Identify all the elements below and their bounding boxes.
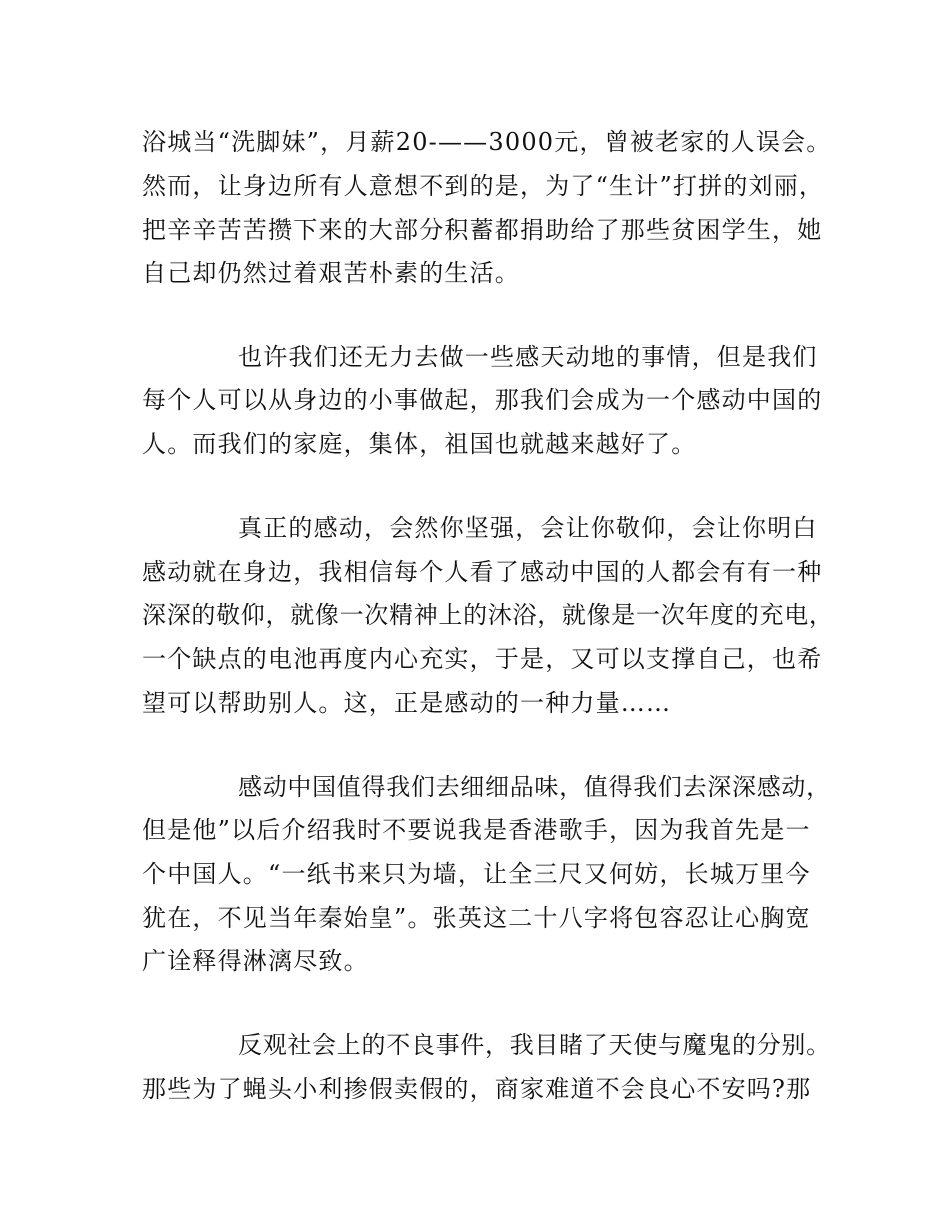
- paragraph-1-line-1: 浴城当“洗脚妹”，月薪20-——3000元，曾被老家的人误会。: [142, 128, 832, 156]
- paragraph-1-line-4: 自己却仍然过着艰苦朴素的生活。: [142, 259, 520, 287]
- paragraph-3-line-1: 真正的感动，会然你坚强，会让你敬仰，会让你明白: [238, 514, 818, 542]
- paragraph-4-line-1: 感动中国值得我们去细细品味，值得我们去深深感动，: [238, 773, 831, 801]
- paragraph-2-line-3: 人。而我们的家庭，集体，祖国也就越来越好了。: [142, 430, 697, 458]
- paragraph-4-line-5: 广诠释得淋漓尽致。: [142, 947, 369, 975]
- paragraph-1-line-2: 然而，让身边所有人意想不到的是，为了“生计”打拼的刘丽，: [142, 172, 825, 200]
- paragraph-2-line-1: 也许我们还无力去做一些感天动地的事情，但是我们: [238, 343, 818, 371]
- paragraph-3-line-5: 望可以帮助别人。这，正是感动的一种力量……: [142, 689, 672, 717]
- paragraph-4-line-3: 个中国人。“一纸书来只为墙，让全三尺又何妨，长城万里今: [142, 860, 811, 888]
- paragraph-2-line-2: 每个人可以从身边的小事做起，那我们会成为一个感动中国的: [142, 386, 823, 414]
- paragraph-4-line-2: 但是他”以后介绍我时不要说我是香港歌手，因为我首先是一: [142, 816, 811, 844]
- paragraph-5-line-1: 反观社会上的不良事件，我目睹了天使与魔鬼的分别。: [238, 1031, 831, 1059]
- paragraph-3-line-2: 感动就在身边，我相信每个人看了感动中国的人都会有有一种: [142, 558, 823, 586]
- paragraph-5-line-2: 那些为了蝇头小利掺假卖假的，商家难道不会良心不安吗?那: [142, 1075, 812, 1103]
- paragraph-3-line-3: 深深的敬仰，就像一次精神上的沐浴，就像是一次年度的充电，: [142, 601, 834, 629]
- paragraph-3-line-4: 一个缺点的电池再度内心充实，于是，又可以支撑自己，也希: [142, 645, 823, 673]
- paragraph-4-line-4: 犹在，不见当年秦始皇”。张英这二十八字将包容忍让心胸宽: [142, 904, 811, 932]
- paragraph-1-line-3: 把辛辛苦苦攒下来的大部分积蓄都捐助给了那些贫困学生，她: [142, 216, 823, 244]
